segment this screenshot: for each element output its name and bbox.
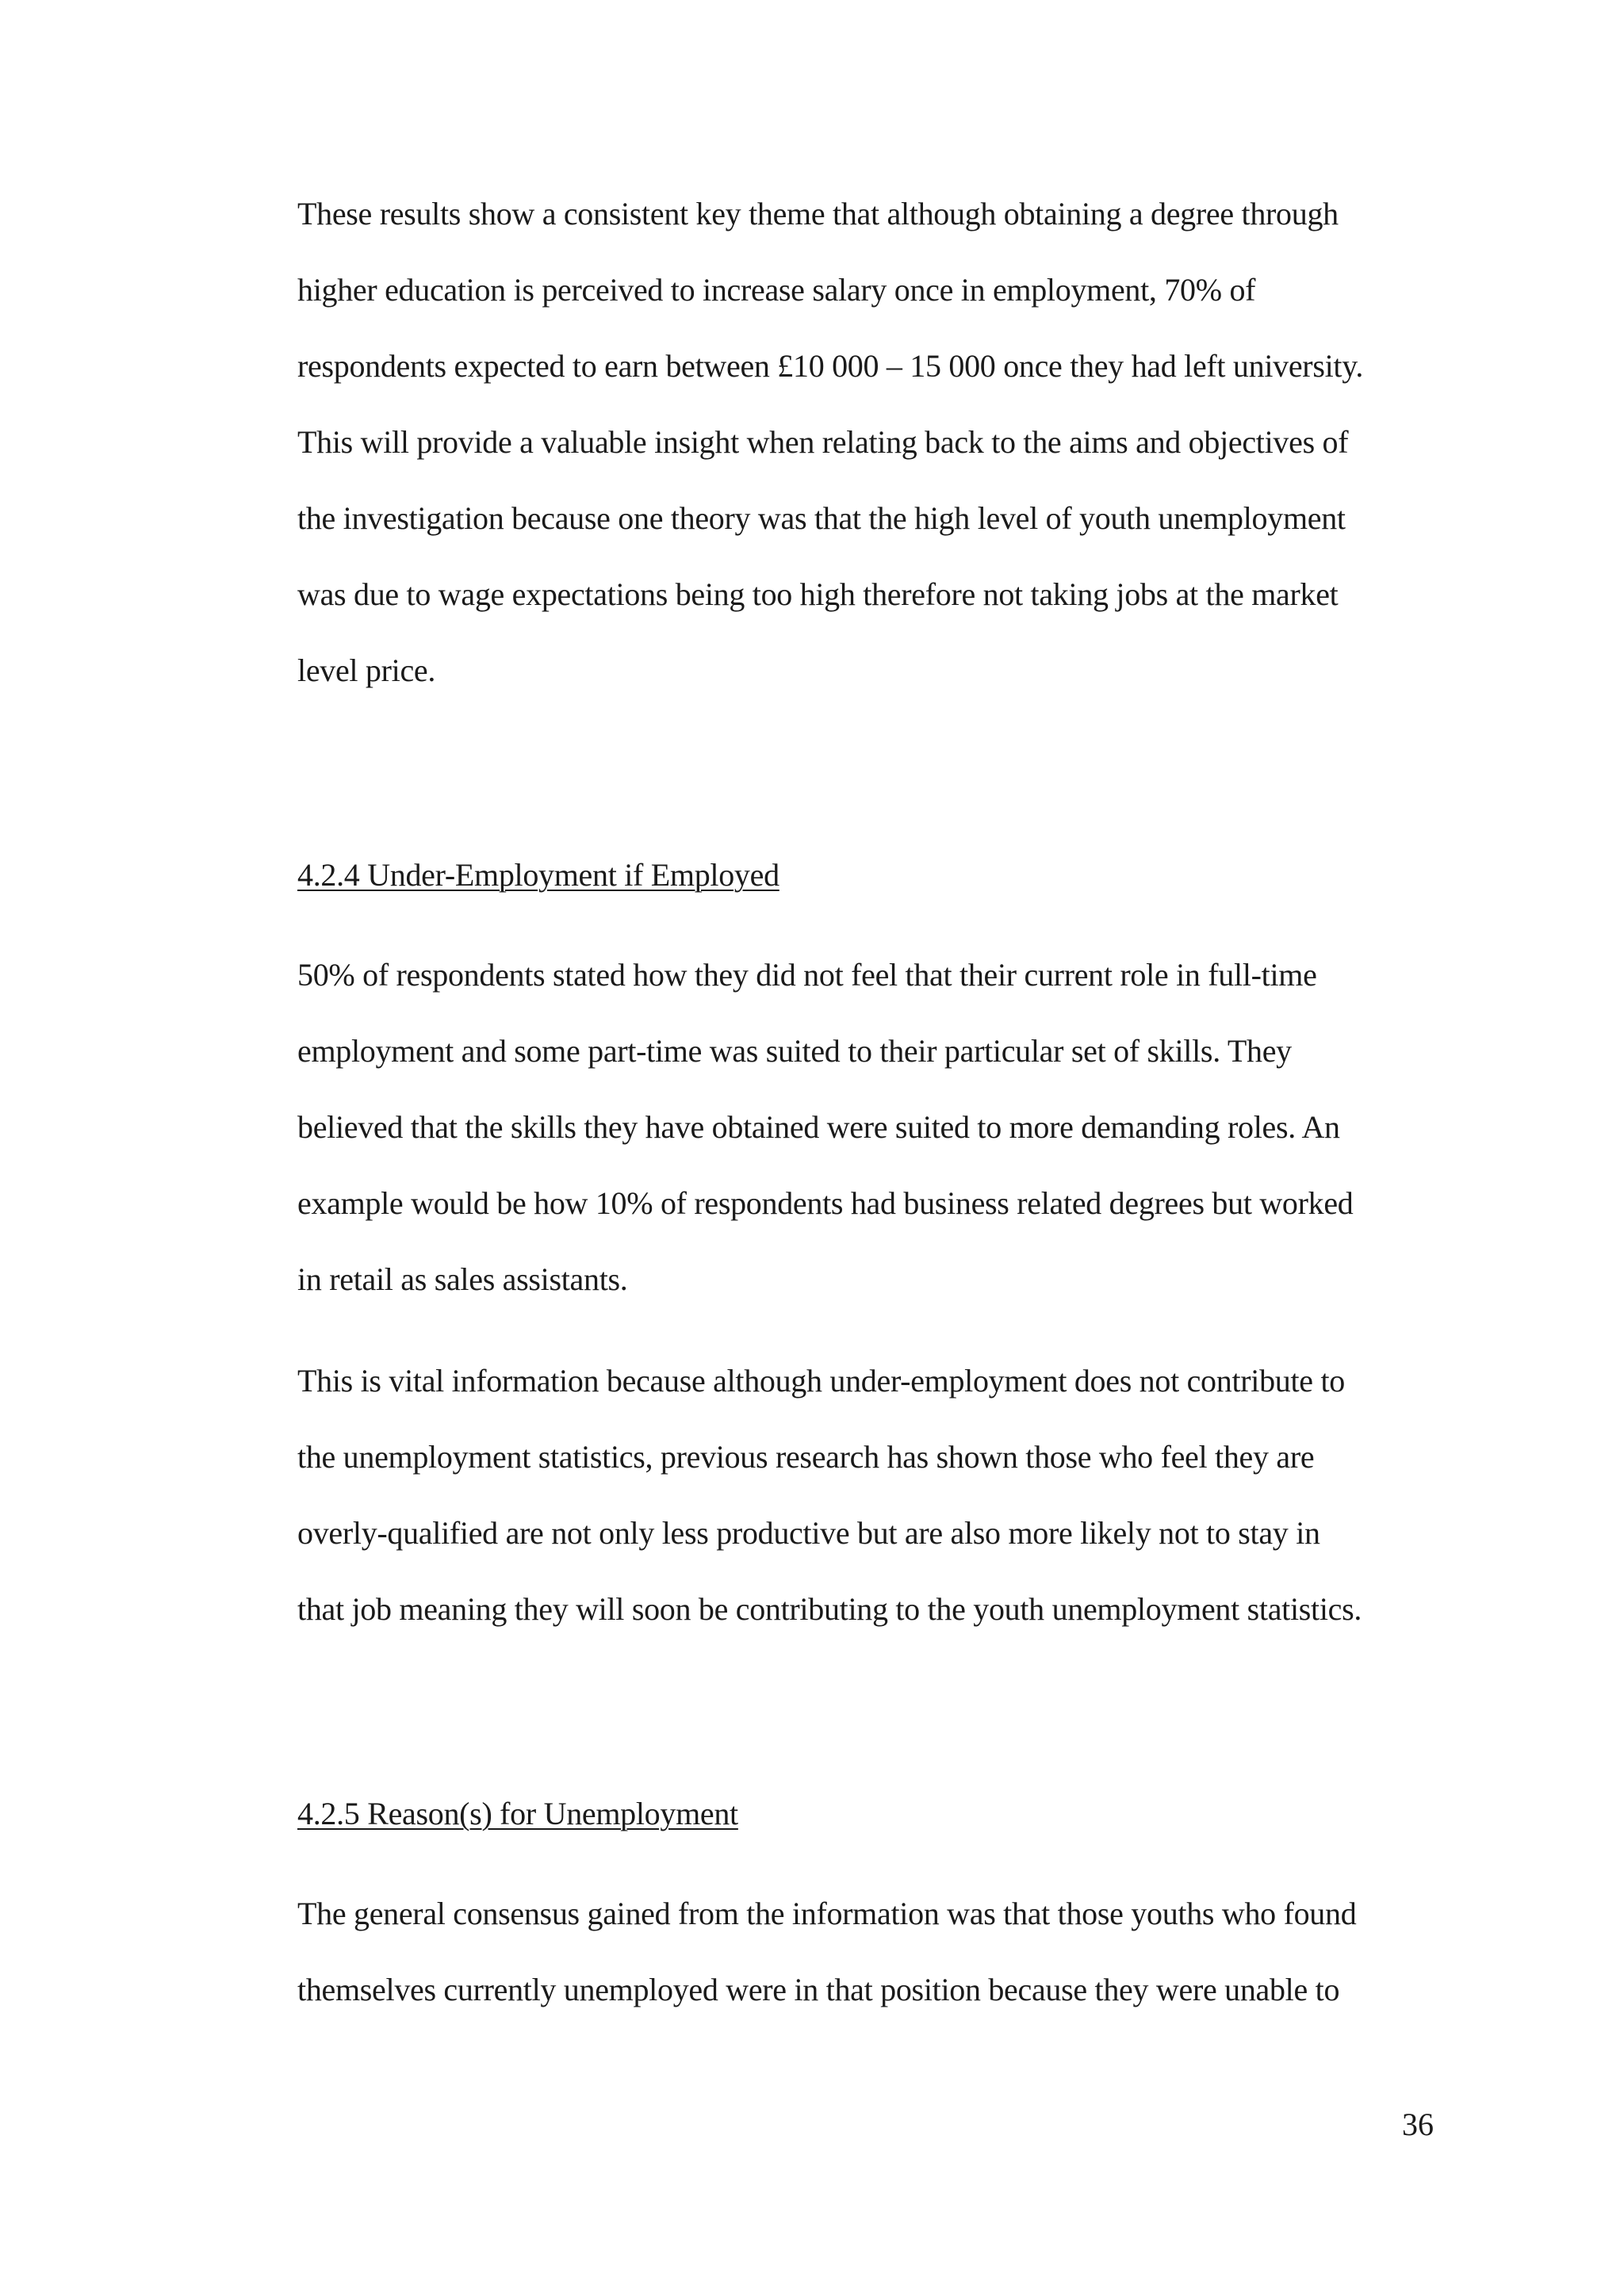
text-line: This is vital information because although under-employment does not contribute to xyxy=(297,1363,1345,1399)
text-line: the unemployment statistics, previous research has shown those who feel they are xyxy=(297,1439,1315,1475)
text-line: the investigation because one theory was that the high level of youth unemployment xyxy=(297,500,1346,536)
text-line: employment and some part-time was suited to their particular set of skills. They xyxy=(297,1033,1292,1069)
text-line: This will provide a valuable insight when relating back to the aims and objectives of xyxy=(297,424,1349,460)
text-line: level price. xyxy=(297,652,436,688)
text-line: overly-qualified are not only less productive but are also more likely not to stay in xyxy=(297,1515,1320,1551)
text-line: was due to wage expectations being too high therefore not taking jobs at the market xyxy=(297,576,1339,612)
text-line: higher education is perceived to increase salary once in employment, 70% of xyxy=(297,272,1256,308)
text-line: in retail as sales assistants. xyxy=(297,1261,628,1297)
text-line: These results show a consistent key theme that although obtaining a degree through xyxy=(297,196,1339,232)
section-heading: 4.2.4 Under-Employment if Employed xyxy=(297,857,779,893)
text-line: believed that the skills they have obtained were suited to more demanding roles. An xyxy=(297,1109,1340,1145)
text-line: that job meaning they will soon be contributing to the youth unemployment statistics. xyxy=(297,1591,1362,1627)
text-line: The general consensus gained from the information was that those youths who found xyxy=(297,1896,1357,1931)
text-line: respondents expected to earn between £10 000 – 15 000 once they had left university. xyxy=(297,348,1364,384)
text-line: themselves currently unemployed were in that position because they were unable to xyxy=(297,1972,1340,2007)
text-line: 50% of respondents stated how they did not feel that their current role in full-time xyxy=(297,957,1317,993)
text-line: example would be how 10% of respondents had business related degrees but worked xyxy=(297,1185,1354,1221)
page-number: 36 xyxy=(1402,2107,1434,2142)
section-heading: 4.2.5 Reason(s) for Unemployment xyxy=(297,1796,738,1831)
